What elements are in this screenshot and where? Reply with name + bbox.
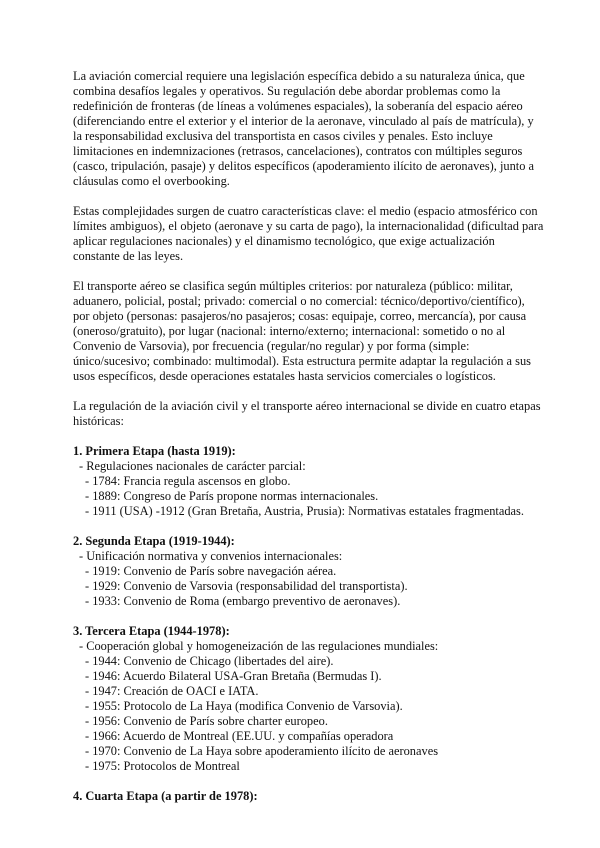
- list-item: - 1889: Congreso de París propone normas internacionales.: [85, 489, 379, 503]
- list-item: - 1955: Protocolo de La Haya (modifica Convenio de Varsovia).: [85, 699, 403, 713]
- list-item: - 1933: Convenio de Roma (embargo preventivo de aeronaves).: [85, 594, 401, 608]
- stage-1-heading: 1. Primera Etapa (hasta 1919):: [73, 444, 236, 458]
- stage-2-section: [73, 534, 544, 609]
- stage-3-section: [73, 624, 544, 774]
- intro-paragraph: La aviación comercial requiere una legislación específica debido a su naturaleza única, que combina desafíos legales y operativos. Su regulación debe abordar problemas como la redefinición de fronteras (de líneas a volúmenes espaciales), la soberanía del espacio aéreo (diferenciando entre el exterior y el interior de la aeronave, vinculado al país de matrícula), y la responsabilidad exclusiva del transportista en casos civiles y penales. Esto incluye limitaciones en indemnizaciones (retrasos, cancelaciones), contratos con múltiples seguros (casco, tripulación, pasaje) y delitos específicos (apoderamiento ilícito de aeronaves), junto a cláusulas como el overbooking.: [73, 69, 535, 188]
- stage-3-heading: 3. Tercera Etapa (1944-1978):: [73, 624, 230, 638]
- list-item: - 1784: Francia regula ascensos en globo.: [85, 474, 291, 488]
- stage-2-heading: 2. Segunda Etapa (1919-1944):: [73, 534, 235, 548]
- list-item: - 1975: Protocolos de Montreal: [85, 759, 240, 773]
- stage-3-summary: - Cooperación global y homogeneización de las regulaciones mundiales:: [79, 639, 439, 653]
- stage-2-summary: - Unificación normativa y convenios internacionales:: [79, 549, 343, 563]
- stages-intro-paragraph: La regulación de la aviación civil y el transporte aéreo internacional se divide en cuatro etapas históricas:: [73, 399, 541, 428]
- list-item: - 1919: Convenio de París sobre navegación aérea.: [85, 564, 337, 578]
- stage-1-summary: - Regulaciones nacionales de carácter parcial:: [79, 459, 306, 473]
- list-item: - 1946: Acuerdo Bilateral USA-Gran Bretaña (Bermudas I).: [85, 669, 382, 683]
- list-item: - 1966: Acuerdo de Montreal (EE.UU. y compañías operadora: [85, 729, 394, 743]
- stage-4-heading: 4. Cuarta Etapa (a partir de 1978):: [73, 789, 258, 803]
- list-item: - 1970: Convenio de La Haya sobre apoderamiento ilícito de aeronaves: [85, 744, 439, 758]
- list-item: - 1947: Creación de OACI e IATA.: [85, 684, 259, 698]
- stage-1-section: [73, 444, 544, 519]
- list-item: - 1911 (USA) -1912 (Gran Bretaña, Austria, Prusia): Normativas estatales fragmentadas.: [85, 504, 524, 518]
- stage-4-section: [73, 789, 544, 804]
- list-item: - 1929: Convenio de Varsovia (responsabilidad del transportista).: [85, 579, 408, 593]
- classification-paragraph: El transporte aéreo se clasifica según múltiples criterios: por naturaleza (público: militar, aduanero, policial, postal; privado: comercial o no comercial: técnico/deportivo/científico), por objeto (personas: pasajeros/no pasajeros; cosas: equipaje, correo, mercancía), por causa (oneroso/gratuito), por lugar (nacional: interno/externo; internacional: sometido o no al Convenio de Varsovia), por frecuencia (regular/no regular) y por forma (simple: único/sucesivo; combinado: multimodal). Esta estructura permite adaptar la regulación a sus usos específicos, desde operaciones estatales hasta servicios comerciales o logísticos.: [73, 279, 531, 383]
- characteristics-paragraph: Estas complejidades surgen de cuatro características clave: el medio (espacio atmosférico con límites ambiguos), el objeto (aeronave y su carta de pago), la internacionalidad (dificultad para aplicar regulaciones nacionales) y el dinamismo tecnológico, que exige actualización constante de las leyes.: [73, 204, 544, 263]
- list-item: - 1956: Convenio de París sobre charter europeo.: [85, 714, 328, 728]
- list-item: - 1944: Convenio de Chicago (libertades del aire).: [85, 654, 334, 668]
